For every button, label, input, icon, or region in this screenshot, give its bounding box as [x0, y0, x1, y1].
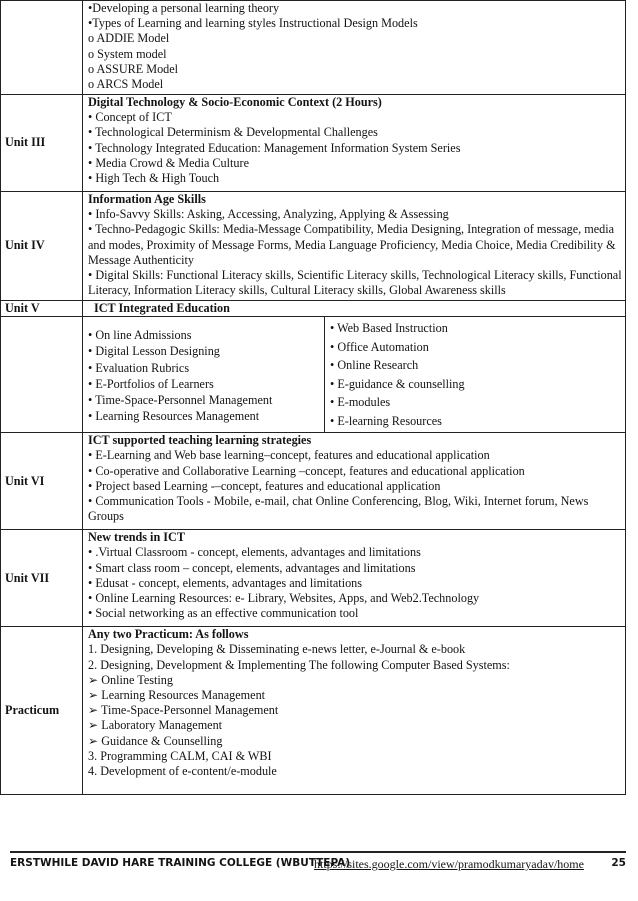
- list-item: • Info-Savvy Skills: Asking, Accessing, Analyzing, Applying & Assessing: [88, 207, 449, 222]
- unit-label: Unit VI: [1, 433, 83, 530]
- list-item: • E-modules: [330, 395, 391, 410]
- unit-3-content: [83, 95, 626, 192]
- footer-college-name: ERSTWHILE DAVID HARE TRAINING COLLEGE (WBUTTEPA): [10, 857, 351, 869]
- left-column: [83, 317, 325, 432]
- list-item: • Digital Skills: Functional Literacy skills, Scientific Literacy skills, Technological Literacy skills, Functional Literacy, Information Literacy skills, Cultural Literacy skills, Global Awareness skills: [88, 268, 622, 298]
- row-unit-7: [1, 530, 626, 627]
- list-item: ➢ Online Testing: [88, 672, 173, 687]
- row-continuation: [1, 1, 626, 95]
- unit-label: Practicum: [1, 627, 83, 795]
- list-item: • E-Portfolios of Learners: [88, 376, 214, 391]
- unit-label-empty: [1, 1, 83, 95]
- unit-title: Information Age Skills: [88, 192, 206, 206]
- unit-4-content: [83, 192, 626, 301]
- list-item: ➢ Learning Resources Management: [88, 688, 266, 703]
- unit-label: Unit VII: [1, 530, 83, 627]
- list-item: • High Tech & High Touch: [88, 171, 220, 186]
- list-item: • .Virtual Classroom - concept, elements, advantages and limitations: [88, 545, 421, 560]
- row-unit-4: [1, 192, 626, 301]
- unit-5-content: [83, 317, 626, 433]
- unit-title: ICT supported teaching learning strategies: [88, 433, 312, 448]
- unit-6-content: [83, 433, 626, 530]
- list-item: • On line Admissions: [88, 328, 192, 343]
- list-item: • Learning Resources Management: [88, 409, 260, 424]
- unit-label: Unit III: [1, 95, 83, 192]
- row-unit-5-body: [1, 317, 626, 433]
- unit-label: Unit IV: [1, 192, 83, 301]
- footer-url-link[interactable]: https://sites.google.com/view/pramodkumaryadav/home: [314, 857, 584, 871]
- unit-5-title-cell: [83, 301, 626, 317]
- list-item: • Edusat - concept, elements, advantages and limitations: [88, 575, 363, 590]
- list-item: • Techno-Pedagogic Skills: Media-Message Compatibility, Media Designing, Integration of message, media and modes, Proximity of Message Forms, Media Language Proficiency, Media Choice, Media Credibility & Message Authenticity: [88, 222, 616, 267]
- row-unit-5-header: [1, 301, 626, 317]
- list-item: 1. Designing, Developing & Disseminating e-news letter, e-Journal & e-book: [88, 642, 466, 657]
- list-item: • Smart class room – concept, elements, advantages and limitations: [88, 560, 416, 575]
- list-item: • Concept of ICT: [88, 110, 172, 125]
- list-item: • Online Learning Resources: e- Library, Websites, Apps, and Web2.Technology: [88, 591, 480, 606]
- list-item: 3. Programming CALM, CAI & WBI: [88, 748, 272, 763]
- list-item: • E-Learning and Web base learning–concept, features and educational application: [88, 448, 490, 463]
- row-unit-6: [1, 433, 626, 530]
- list-item: • Project based Learning -–concept, features and educational application: [88, 478, 441, 493]
- list-item: • Co-operative and Collaborative Learning –concept, features and educational application: [88, 463, 525, 478]
- continuation-content: [83, 1, 626, 95]
- unit-5-two-column-list: [83, 317, 625, 432]
- list-item: • Communication Tools - Mobile, e-mail, chat Online Conferencing, Blog, Wiki, Internet forum, News Groups: [88, 494, 589, 524]
- unit-label: Unit V: [1, 301, 83, 317]
- list-item: • Social networking as an effective communication tool: [88, 606, 359, 621]
- list-item: o ASSURE Model: [88, 61, 179, 76]
- list-item: • Media Crowd & Media Culture: [88, 155, 249, 170]
- list-item: • Time-Space-Personnel Management: [88, 393, 273, 408]
- list-item: • E-guidance & counselling: [330, 376, 465, 391]
- list-item: • E-learning Resources: [330, 413, 442, 428]
- list-item: ➢ Guidance & Counselling: [88, 733, 223, 748]
- footer-divider: [10, 851, 626, 853]
- list-item: • Office Automation: [330, 339, 429, 354]
- right-column: [325, 317, 626, 432]
- row-unit-3: [1, 95, 626, 192]
- page-number: 25: [611, 857, 626, 869]
- list-item: o System model: [88, 46, 167, 61]
- unit-label-empty: [1, 317, 83, 433]
- list-item: ➢ Time-Space-Personnel Management: [88, 703, 279, 718]
- unit-title: New trends in ICT: [88, 530, 185, 545]
- list-item: •Types of Learning and learning styles Instructional Design Models: [88, 16, 418, 31]
- list-item: • Digital Lesson Designing: [88, 344, 220, 359]
- list-item: • Technology Integrated Education: Management Information System Series: [88, 140, 461, 155]
- practicum-content: [83, 627, 626, 795]
- unit-title: Digital Technology & Socio-Economic Context (2 Hours): [88, 95, 382, 109]
- list-item: • Technological Determinism & Developmental Challenges: [88, 125, 378, 140]
- unit-title: ICT Integrated Education: [94, 301, 230, 315]
- list-item: • Evaluation Rubrics: [88, 360, 190, 375]
- list-item: 4. Development of e-content/e-module: [88, 764, 277, 779]
- list-item: o ADDIE Model: [88, 31, 170, 46]
- row-practicum: [1, 627, 626, 795]
- list-item: 2. Designing, Development & Implementing The following Computer Based Systems:: [88, 657, 510, 672]
- list-item: •Developing a personal learning theory: [88, 1, 280, 15]
- list-item: • Online Research: [330, 358, 419, 373]
- list-item: ➢ Laboratory Management: [88, 718, 223, 733]
- unit-7-content: [83, 530, 626, 627]
- list-item: • Web Based Instruction: [330, 321, 448, 336]
- list-item: o ARCS Model: [88, 77, 164, 92]
- unit-title: Any two Practicum: As follows: [88, 627, 249, 642]
